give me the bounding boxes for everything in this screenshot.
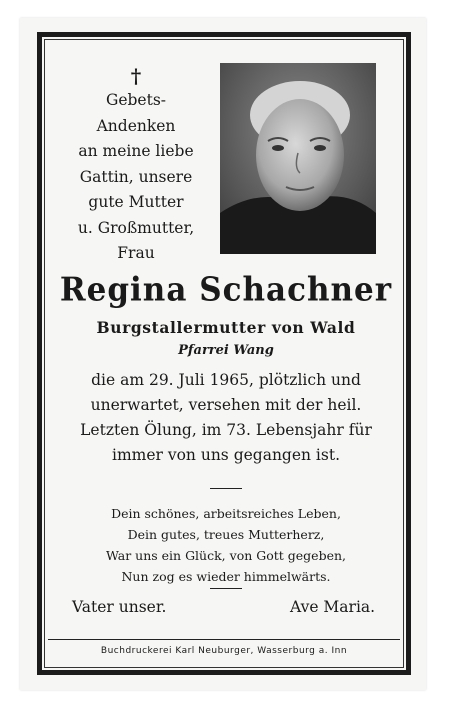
prayer-line: Gebets-: [105, 91, 167, 109]
printer-credit: Buchdruckerei Karl Neuburger, Wasserburg a. Inn: [100, 646, 348, 656]
verse-line: Dein gutes, treues Mutterherz,: [127, 527, 325, 542]
prayer-line: gute Mutter: [88, 193, 184, 211]
obituary-line: die am 29. Juli 1965, plötzlich und: [91, 371, 361, 389]
verse-line: Dein schönes, arbeitsreiches Leben,: [111, 506, 341, 521]
parish: Pfarrei Wang: [178, 343, 274, 358]
subtitle: Burgstallermutter von Wald: [96, 318, 356, 337]
obituary-line: unerwartet, versehen mit der heil.: [90, 396, 362, 414]
prayer-heading: [56, 88, 216, 267]
divider: [210, 588, 242, 589]
deceased-name: Regina Schachner: [59, 271, 393, 309]
footer-rule: [48, 639, 400, 640]
divider: [210, 488, 242, 489]
obituary-text: [56, 368, 396, 468]
verse-line: War uns ein Glück, von Gott gegeben,: [106, 548, 346, 563]
verse: [56, 503, 396, 587]
obituary-line: Letzten Ölung, im 73. Lebensjahr für: [80, 421, 372, 439]
closing-prayer-left: Vater unser.: [72, 598, 167, 616]
verse-line: Nun zog es wieder himmelwärts.: [121, 569, 331, 584]
obituary-line: immer von uns gegangen ist.: [111, 446, 341, 464]
portrait-photo: [220, 63, 376, 254]
prayer-line: Frau: [117, 244, 155, 262]
prayer-line: u. Großmutter,: [77, 218, 195, 237]
portrait-image: [220, 63, 376, 254]
prayer-line: Gattin, unsere: [79, 167, 193, 186]
closing-prayer-right: Ave Maria.: [290, 598, 376, 616]
prayer-line: Andenken: [96, 116, 176, 135]
prayer-line: an meine liebe: [78, 142, 194, 160]
cross-icon: †: [130, 64, 142, 88]
